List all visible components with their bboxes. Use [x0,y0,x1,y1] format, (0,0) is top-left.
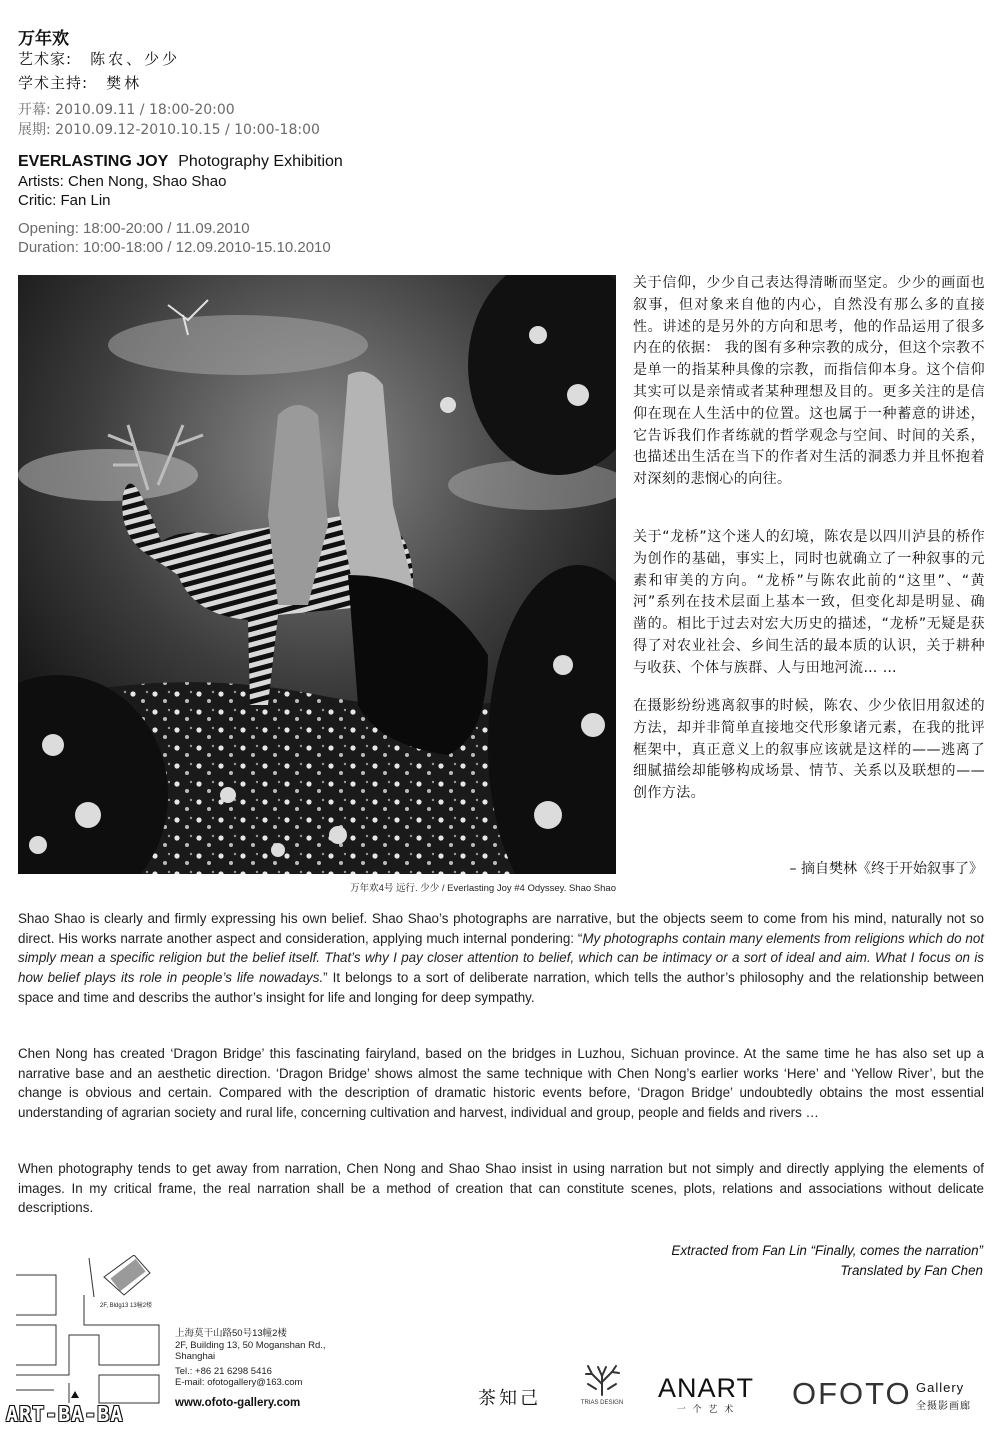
exhibition-photo [18,275,616,874]
anart-wordmark: ANART [657,1373,755,1403]
gallery-cn: 全摄影画廊 [916,1401,971,1412]
location-map [14,1255,164,1405]
cn-artists-value: 陈农、少少 [90,50,181,68]
en-p1-quote: My photographs contain many elements from religions which do not simply mean a specific religion but the belief itself. That’s why I pay closer attention to belief, which can be intimacy or a sort of ideal and aim. What I focus on is how belief plays its role in people’s life nowadays. [18,930,984,986]
en-p1-end: ” It belongs to a sort of deliberate narration, which tells the author’s philosophy and the relationship between space and time and describs the author’s insight for life and longing for deep sympathy. [18,970,985,1005]
en-p1-start: Shao Shao is clearly and firmly expressing his own belief. Shao Shao’s photographs are narrative, but the objects seem to come from his mind, naturally not so direct. His works narrate another aspect and consideration, applying much internal pondering: “ [18,911,984,946]
en-opening: Opening: 18:00-20:00 / 11.09.2010 [18,220,250,237]
cn-artists-label: 艺术家: [18,50,73,68]
en-paragraph-3: When photography tends to get away from narration, Chen Nong and Shao Shao insist in using narration but not simply and directly applying the elements of images. In my critical frame, the real narration shall be a method of creation that can constitute scenes, plots, relations and associations without delicate descriptions. [18,1161,984,1216]
en-artists: Artists: Chen Nong, Shao Shao [18,173,227,190]
cn-paragraph-1: 关于信仰，少少自己表达得清晰而坚定。少少的画面也叙事，但对象来自他的内心，自然没有那么多的直接性。讲述的是另外的方向和思考，他的作品运用了很多内在的依据： 我的图有多种宗教的成分，但这个宗教不是单一的指某种具像的宗教，而指信仰本身。这个信仰其实可以是亲情或者某种理想及目的。更多关注的是信仰在现在人生活中的位置。这也属于一种蓄意的讲述，它告诉我们作者练就的哲学观念与空间、时间的关系，也描述出生活在当下的作者对生活的洞悉力并且怀抱着对深刻的悲悯心的向往。 [633,275,985,488]
ofoto-wordmark: OFOTO [792,1376,912,1411]
en-paragraph-1 [18,909,984,1008]
cn-critic-value: 樊林 [106,74,143,92]
map-building-label: 2F, Bldg13 13幢2楼 [100,1303,153,1309]
en-extract-source: Extracted from Fan Lin “Finally, comes the narration” [671,1243,983,1258]
en-exhibition-title [18,153,343,171]
cn-critic-line [18,72,142,93]
cn-signature: – 摘自樊林《终于开始叙事了》 [789,861,983,877]
cn-artists-line [18,48,180,69]
en-paragraph-2: Chen Nong has created ‘Dragon Bridge’ this fascinating fairyland, based on the bridges in Luzhou, Sichuan province. At the same time he has also set up a narrative base and an aesthetic direction. ‘Dragon Bridge’ shows almost the same technique with Chen Nong’s earlier works ‘Here’ and ‘Yellow River’, but the change is obvious and certain. Compared with the description of dramatic historic events before, ‘Dragon Bridge’ undoubtedly obtains the most essential understanding of agrarian society and rural life, concerning cultivation and harvest, individual and group, people and fields and rivers … [18,1046,984,1121]
anart-logo [656,1374,756,1415]
address-cn: 上海莫干山路50号13幢2楼 [175,1328,287,1339]
trias-logo [576,1364,628,1410]
cn-paragraph-2: 关于“龙桥”这个迷人的幻境，陈农是以四川泸县的桥作为创作的基础，事实上，同时也就确立了一种叙事的元素和审美的方向。“龙桥”与陈农此前的“这里”、“黄河”系列在技术层面上基本一致，但变化却是明显、确凿的。相比于过去对宏大历史的描述，“龙桥”无疑是获得了对农业社会、乡间生活的最本质的认识，关于耕种与收获、个体与族群、人与田地河流… … [633,529,985,676]
anart-cn: 一 个 艺 术 [676,1405,736,1415]
address-block [175,1328,326,1389]
en-critic: Critic: Fan Lin [18,192,111,209]
en-title-rest: Photography Exhibition [178,153,343,170]
telephone: Tel.: +86 21 6298 5416 [175,1365,272,1377]
photo-illustration [18,275,616,874]
photo-caption: 万年欢4号 远行. 少少 / Everlasting Joy #4 Odyssey. Shao Shao [350,883,616,894]
en-translator: Translated by Fan Chen [840,1263,983,1278]
en-title-bold: EVERLASTING JOY [18,153,169,170]
address-en-2: Shanghai [175,1351,216,1362]
tea-logo: 茶知己 [478,1388,541,1409]
gallery-label: Gallery [916,1380,965,1395]
cn-exhibition-title: 万年欢 [18,29,69,49]
coral-icon [582,1364,622,1396]
address-en-1: 2F, Building 13, 50 Moganshan Rd., [175,1339,326,1351]
cn-paragraph-3: 在摄影纷纷逃离叙事的时候，陈农、少少依旧用叙述的方法，却并非简单直接地交代形象诸元素，在我的批评框架中，真正意义上的叙事应该就是这样的——逃离了细腻描绘却能够构成场景、情节、关系以及联想的——创作方法。 [633,698,985,802]
trias-label: TRIAS DESIGN [580,1400,624,1406]
cn-opening-date: 开幕: 2010.09.11 / 18:00-20:00 [18,102,235,118]
en-duration: Duration: 10:00-18:00 / 12.09.2010-15.10.2010 [18,239,331,256]
map-drawing [14,1255,164,1405]
email: E-mail: ofotogallery@163.com [175,1377,303,1388]
website-link[interactable]: www.ofoto-gallery.com [175,1397,301,1409]
cn-critic-label: 学术主持: [18,74,89,92]
watermark: ART-BA-BA [6,1402,124,1426]
cn-duration-date: 展期: 2010.09.12-2010.10.15 / 10:00-18:00 [18,122,320,138]
